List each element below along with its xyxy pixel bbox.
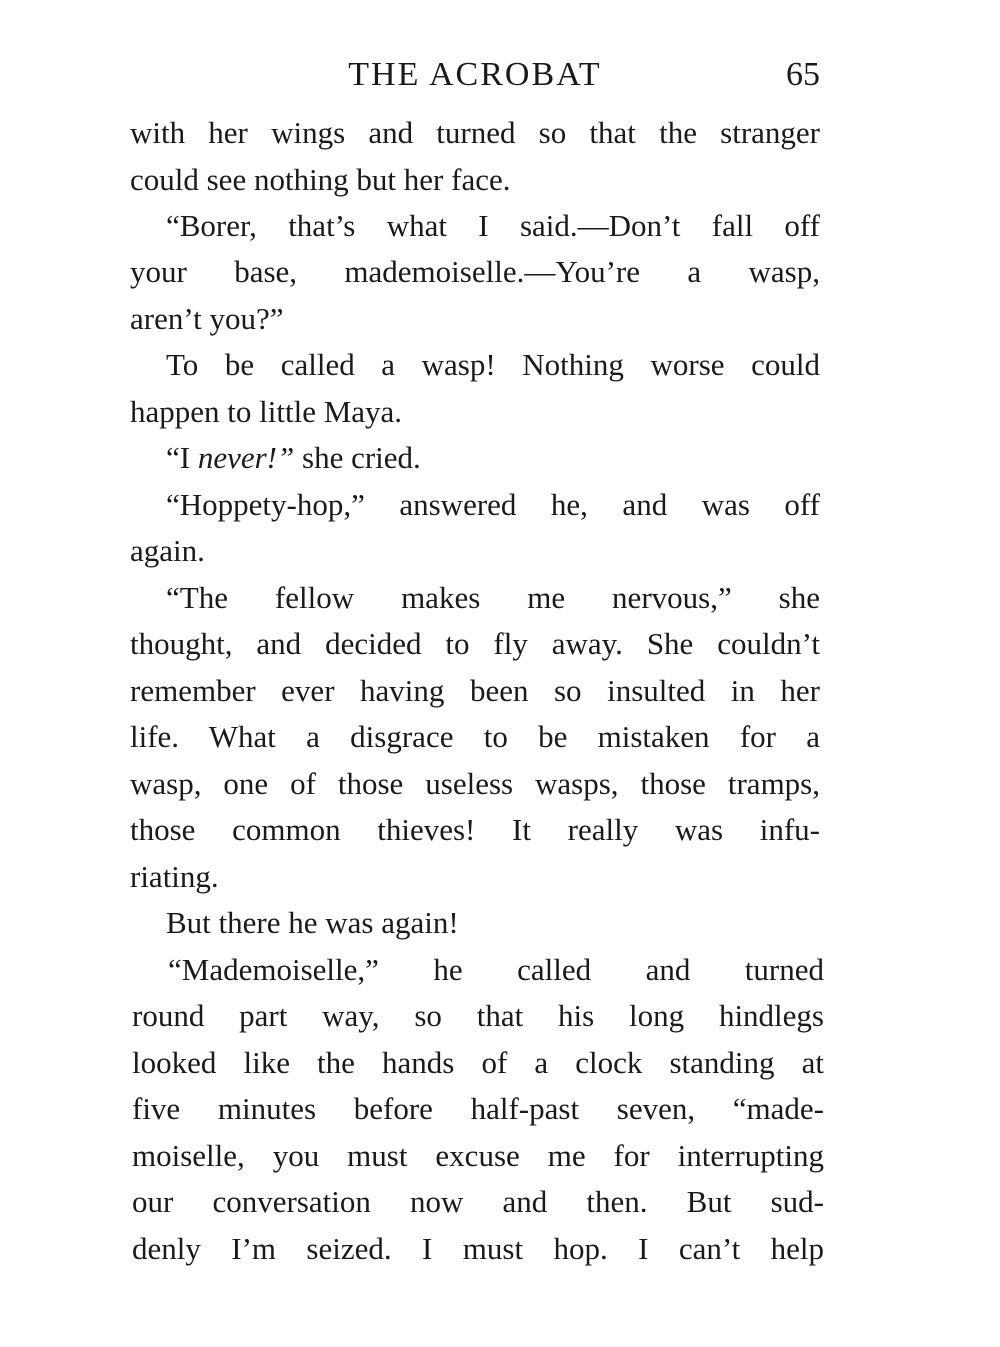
text-line: could see nothing but her face. [130,162,511,197]
text-line: our conversation now and then. But sud- [132,1184,824,1219]
text-line: happen to little Maya. [130,394,403,429]
italic-emphasis: never!” [197,440,295,475]
text-line [130,435,820,481]
text-line: thought, and decided to fly away. She couldn’t [130,626,820,661]
running-head [130,50,820,100]
text-line: “Hoppety-hop,” answered he, and was off [166,487,820,522]
text-line: round part way, so that his long hindlegs [132,998,824,1033]
text-line: But there he was again! [166,905,459,940]
text-line: “Mademoiselle,” he called and turned [168,952,824,987]
text-line: wasp, one of those useless wasps, those tramps, [130,766,820,801]
text-line: with her wings and turned so that the stranger [130,115,820,150]
text-line: those common thieves! It really was infu- [130,812,820,847]
text-line: five minutes before half-past seven, “made- [132,1091,824,1126]
text-line: aren’t you?” [130,301,284,336]
text-segment: she cried. [294,440,421,475]
text-line: life. What a disgrace to be mistaken for a [130,719,820,754]
text-line: again. [130,533,205,568]
text-line: remember ever having been so insulted in her [130,673,820,708]
text-line: your base, mademoiselle.—You’re a wasp, [130,254,820,289]
text-line: looked like the hands of a clock standing at [132,1045,824,1080]
text-line: moiselle, you must excuse me for interrupting [132,1138,824,1173]
text-segment: “I [166,440,198,475]
text-line: To be called a wasp! Nothing worse could [166,347,820,382]
text-line: “The fellow makes me nervous,” she [166,580,820,615]
running-title: THE ACROBAT [348,56,602,93]
text-line: riating. [130,859,219,894]
text-line: “Borer, that’s what I said.—Don’t fall off [166,208,820,243]
text-line: denly I’m seized. I must hop. I can’t help [132,1231,824,1266]
page-number: 65 [786,56,820,93]
